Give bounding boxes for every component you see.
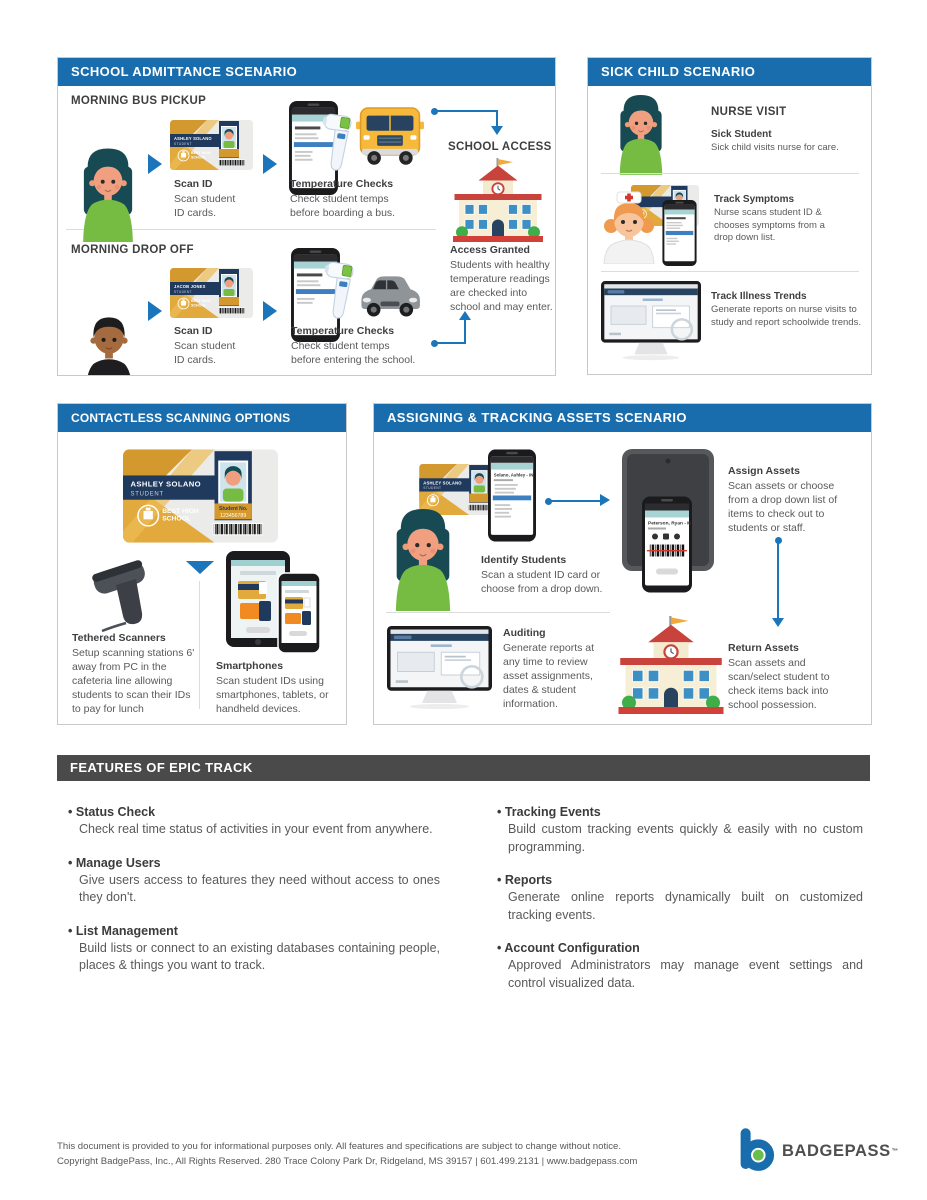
nurse-visit-label: NURSE VISIT <box>711 106 787 118</box>
feature-item <box>68 856 440 907</box>
feature-desc: Build custom tracking events quickly & easily with no custom programming. <box>508 822 863 854</box>
school-building-icon <box>453 158 543 247</box>
sick-student-step: Sick Student Sick child visits nurse for care. <box>711 129 839 153</box>
svg-text:SCHOOL: SCHOOL <box>162 515 191 523</box>
flow-arrow-icon <box>148 154 162 174</box>
features-header-bar <box>57 755 870 781</box>
svg-text:ASHLEY SOLANO: ASHLEY SOLANO <box>174 136 212 141</box>
identify-student-phone <box>488 449 536 547</box>
svg-text:SCHOOL: SCHOOL <box>191 155 207 160</box>
smartphones-block: Smartphones Scan student IDs using smartphones, tablets, or handheld devices. <box>216 660 329 716</box>
svg-text:ASHLEY SOLANO: ASHLEY SOLANO <box>130 479 202 489</box>
reporting-monitor <box>601 281 701 366</box>
asset-scan-phone <box>642 492 692 602</box>
feature-item <box>497 941 863 992</box>
down-arrow-icon <box>186 561 214 574</box>
boy-student-avatar <box>74 305 144 376</box>
panel-assets-header: ASSIGNING & TRACKING ASSETS SCENARIO <box>374 404 871 432</box>
connector-arrow-right-icon <box>600 494 610 506</box>
svg-text:STUDENT: STUDENT <box>174 141 192 146</box>
feature-title: • Tracking Events <box>497 805 863 819</box>
student-id-card-ashley <box>170 120 253 175</box>
track-illness-trends-step: Track Illness Trends Generate reports on nurse visits to study and report schoolwide trends. <box>711 291 861 328</box>
footer-disclaimer: This document is provided to you for informational purposes only. All features and specifications are subject to change without notice. <box>57 1141 622 1152</box>
identify-students-step: Identify Students Scan a student ID card or choose from a drop down. <box>481 554 603 596</box>
feature-desc: Give users access to features they need without access to ones they don't. <box>79 872 440 904</box>
panel-sick-child <box>587 57 872 375</box>
flow-arrow-icon <box>148 301 162 321</box>
connector-arrow-down-icon <box>772 618 784 627</box>
trademark-symbol: ™ <box>891 1148 899 1155</box>
footer-copyright: Copyright BadgePass, Inc., All Rights Reserved. 280 Trace Colony Park Dr, Ridgeland, MS 39157 | 601.499.2131 | www.badgepass.com <box>57 1156 638 1167</box>
auditing-monitor <box>387 626 492 715</box>
scan-id-step: Scan ID Scan student ID cards. <box>174 178 236 220</box>
girl-student-avatar <box>612 91 670 180</box>
feature-item <box>68 924 440 975</box>
flow-arrow-icon <box>263 154 277 174</box>
svg-text:STUDENT: STUDENT <box>423 486 442 491</box>
svg-text:Peterson, Ryan - M: Peterson, Ryan - M <box>648 521 692 527</box>
svg-text:STUDENT: STUDENT <box>130 491 164 498</box>
access-granted-step: Access Granted Students with healthy temperature readings are checked into school and may enter. <box>450 244 553 314</box>
svg-text:ASHLEY SOLANO: ASHLEY SOLANO <box>423 480 462 486</box>
svg-text:123456789: 123456789 <box>220 513 247 520</box>
connector-line <box>464 320 466 344</box>
symptom-entry-phone <box>662 200 697 271</box>
connector-line <box>548 500 600 502</box>
panel-contactless-header: CONTACTLESS SCANNING OPTIONS <box>58 404 346 432</box>
school-building-icon <box>617 616 725 719</box>
car-icon <box>356 270 424 323</box>
svg-text:SCHOOL: SCHOOL <box>191 303 207 308</box>
feature-desc: Generate online reports dynamically built on customized tracking events. <box>508 890 863 922</box>
feature-title: • Reports <box>497 873 863 887</box>
features-left-column <box>68 805 440 992</box>
temperature-checks-bus-step: Temperature Checks Check student temps before boarding a bus. <box>290 178 396 220</box>
student-id-card-jacob <box>170 268 253 323</box>
feature-item <box>497 873 863 924</box>
track-symptoms-step: Track Symptoms Nurse scans student ID & chooses symptoms from a drop down list. <box>714 194 825 244</box>
return-assets-step: Return Assets Scan assets and scan/select student to check items back into school possession. <box>728 642 830 712</box>
scan-id-step: Scan ID Scan student ID cards. <box>174 325 236 367</box>
flow-arrow-icon <box>263 301 277 321</box>
panel-contactless-scanning <box>57 403 347 725</box>
panel-school-admittance <box>57 57 556 376</box>
connector-line <box>434 342 466 344</box>
features-title: FEATURES OF EPIC TRACK <box>70 760 253 775</box>
feature-title: • List Management <box>68 924 440 938</box>
feature-desc: Check real time status of activities in your event from anywhere. <box>79 822 433 836</box>
badgepass-logo <box>736 1126 898 1177</box>
features-right-column <box>497 805 863 1009</box>
panel-assets-scenario <box>373 403 872 725</box>
feature-desc: Build lists or connect to an existing databases containing people, places & things you want to track. <box>79 940 440 972</box>
svg-text:JACOB JONES: JACOB JONES <box>174 284 206 289</box>
svg-text:Solano, Ashley - IN: Solano, Ashley - IN <box>493 472 534 478</box>
temperature-checks-school-step: Temperature Checks Check student temps before entering the school. <box>291 325 416 367</box>
section-divider <box>601 173 859 174</box>
girl-student-avatar <box>386 504 460 616</box>
svg-text:BEST HIGH: BEST HIGH <box>191 151 211 155</box>
connector-arrow-down-icon <box>491 126 503 135</box>
svg-text:STUDENT: STUDENT <box>174 289 192 294</box>
connector-line <box>434 110 498 112</box>
connector-line <box>496 110 498 126</box>
student-id-card-large <box>123 449 278 548</box>
auditing-step: Auditing Generate reports at any time to review asset assignments, dates & student information. <box>503 627 595 711</box>
feature-item <box>68 805 440 839</box>
svg-text:BEST HIGH: BEST HIGH <box>191 299 211 303</box>
nurse-avatar <box>598 186 660 269</box>
badgepass-logo-text: BADGEPASS <box>782 1142 891 1160</box>
feature-desc: Approved Administrators may manage event settings and control visualized data. <box>508 958 863 990</box>
tablet-and-phone-icon <box>226 551 321 661</box>
panel-school-admittance-header: SCHOOL ADMITTANCE SCENARIO <box>58 58 555 86</box>
assign-assets-step: Assign Assets Scan assets or choose from a drop down list of items to check out to students or staff. <box>728 465 838 535</box>
girl-student-avatar <box>74 144 142 247</box>
feature-title: • Account Configuration <box>497 941 863 955</box>
badgepass-logo-icon <box>736 1126 776 1177</box>
tethered-scanner-icon <box>86 549 164 638</box>
school-bus-icon <box>356 106 424 171</box>
school-access-label: SCHOOL ACCESS <box>448 141 552 153</box>
feature-title: • Status Check <box>68 805 440 819</box>
svg-text:BEST HIGH: BEST HIGH <box>162 507 199 515</box>
feature-item <box>497 805 863 856</box>
feature-title: • Manage Users <box>68 856 440 870</box>
panel-sick-child-header: SICK CHILD SCENARIO <box>588 58 871 86</box>
tethered-scanners-block: Tethered Scanners Setup scanning stations 6' away from PC in the cafeteria line allowing students to scan their IDs to pay for lunch <box>72 632 195 716</box>
connector-line <box>777 540 779 618</box>
svg-text:Student No.: Student No. <box>219 506 248 513</box>
morning-bus-pickup-label: MORNING BUS PICKUP <box>71 95 207 107</box>
morning-drop-off-label: MORNING DROP OFF <box>71 244 194 256</box>
section-divider <box>601 271 859 272</box>
